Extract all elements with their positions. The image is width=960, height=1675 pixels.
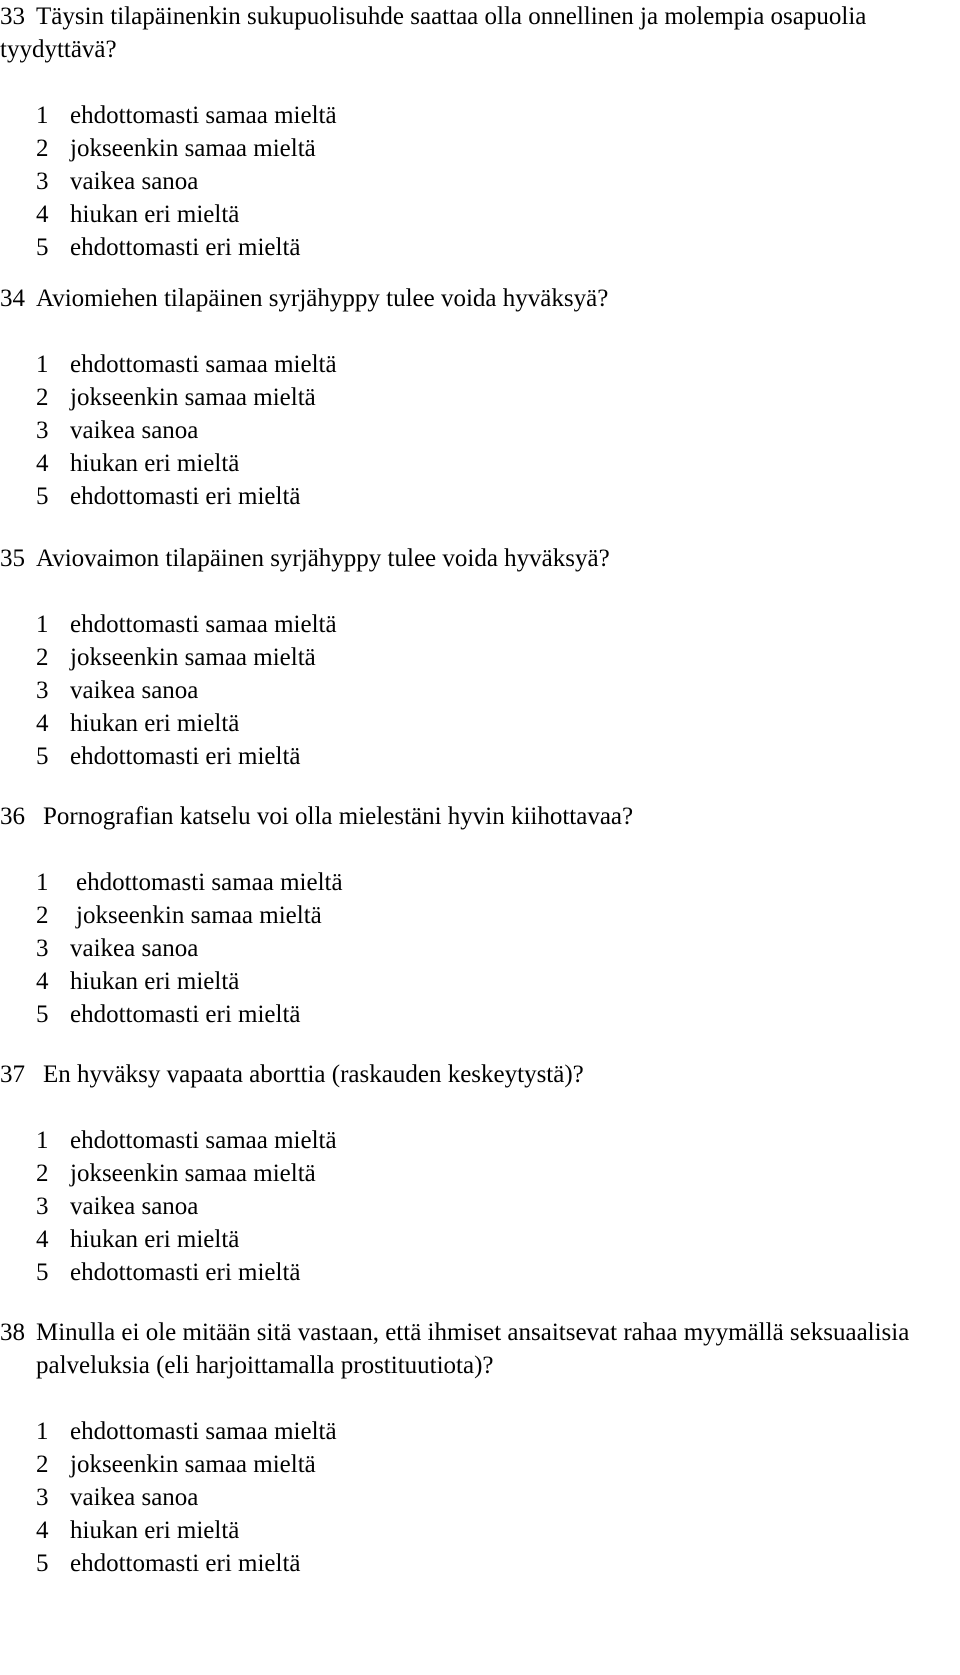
answer-option[interactable] [0, 965, 960, 998]
answer-option[interactable] [0, 165, 960, 198]
answer-option[interactable] [0, 348, 960, 381]
option-number: 1 [36, 611, 49, 638]
option-number: 2 [36, 644, 49, 671]
option-label: vaikea sanoa [70, 677, 199, 704]
answer-option[interactable] [0, 1157, 960, 1190]
question-text: Pornografian katselu voi olla mielestäni hyvin kiihottavaa? [43, 803, 634, 830]
option-label: vaikea sanoa [70, 1193, 199, 1220]
answer-option[interactable] [0, 641, 960, 674]
option-number: 2 [36, 1160, 49, 1187]
option-label: ehdottomasti samaa mieltä [76, 869, 343, 896]
option-number: 3 [36, 417, 49, 444]
question-heading [0, 282, 960, 315]
option-label: vaikea sanoa [70, 1484, 199, 1511]
option-label: jokseenkin samaa mieltä [70, 384, 316, 411]
answer-option[interactable] [0, 99, 960, 132]
option-label: ehdottomasti samaa mieltä [70, 611, 337, 638]
option-label: hiukan eri mieltä [70, 450, 240, 477]
question-heading [0, 0, 960, 66]
option-number: 2 [36, 1451, 49, 1478]
option-number: 3 [36, 1193, 49, 1220]
option-number: 1 [36, 1418, 49, 1445]
answer-option[interactable] [0, 1547, 960, 1580]
answer-option[interactable] [0, 866, 960, 899]
option-number: 3 [36, 168, 49, 195]
answer-options [0, 348, 960, 513]
option-label: hiukan eri mieltä [70, 201, 240, 228]
answer-option[interactable] [0, 998, 960, 1031]
answer-option[interactable] [0, 1448, 960, 1481]
answer-options [0, 1124, 960, 1289]
option-label: jokseenkin samaa mieltä [70, 135, 316, 162]
answer-option[interactable] [0, 740, 960, 773]
option-label: jokseenkin samaa mieltä [70, 644, 316, 671]
question-38 [0, 1316, 960, 1580]
answer-option[interactable] [0, 932, 960, 965]
question-33 [0, 0, 960, 264]
question-number: 37 [0, 1061, 25, 1088]
option-label: ehdottomasti eri mieltä [70, 234, 301, 261]
option-number: 4 [36, 1226, 49, 1253]
option-number: 5 [36, 1550, 49, 1577]
option-number: 1 [36, 102, 49, 129]
option-number: 4 [36, 201, 49, 228]
question-heading [0, 1316, 960, 1382]
option-label: vaikea sanoa [70, 168, 199, 195]
option-label: hiukan eri mieltä [70, 1517, 240, 1544]
question-text: Minulla ei ole mitään sitä vastaan, että ihmiset ansaitsevat rahaa myymällä seksuaalisia palveluksia (eli harjoittamalla prostituutiota)? [36, 1319, 910, 1379]
option-number: 3 [36, 935, 49, 962]
option-number: 5 [36, 1001, 49, 1028]
answer-options [0, 1415, 960, 1580]
option-label: hiukan eri mieltä [70, 1226, 240, 1253]
option-number: 1 [36, 869, 49, 896]
option-label: vaikea sanoa [70, 417, 199, 444]
answer-option[interactable] [0, 674, 960, 707]
answer-option[interactable] [0, 608, 960, 641]
answer-option[interactable] [0, 1256, 960, 1289]
option-label: hiukan eri mieltä [70, 710, 240, 737]
answer-options [0, 99, 960, 264]
answer-option[interactable] [0, 1514, 960, 1547]
question-number: 36 [0, 803, 25, 830]
option-number: 4 [36, 450, 49, 477]
option-label: vaikea sanoa [70, 935, 199, 962]
question-35 [0, 542, 960, 773]
answer-option[interactable] [0, 899, 960, 932]
answer-option[interactable] [0, 480, 960, 513]
question-heading [0, 542, 960, 575]
option-label: jokseenkin samaa mieltä [76, 902, 322, 929]
answer-options [0, 608, 960, 773]
option-label: ehdottomasti samaa mieltä [70, 351, 337, 378]
answer-option[interactable] [0, 198, 960, 231]
option-number: 4 [36, 968, 49, 995]
question-text: Aviovaimon tilapäinen syrjähyppy tulee voida hyväksyä? [36, 545, 610, 572]
answer-option[interactable] [0, 231, 960, 264]
option-number: 5 [36, 743, 49, 770]
option-number: 2 [36, 384, 49, 411]
option-number: 3 [36, 677, 49, 704]
answer-option[interactable] [0, 414, 960, 447]
answer-option[interactable] [0, 1481, 960, 1514]
option-number: 1 [36, 351, 49, 378]
answer-option[interactable] [0, 132, 960, 165]
answer-option[interactable] [0, 381, 960, 414]
question-number: 34 [0, 285, 25, 312]
answer-options [0, 866, 960, 1031]
option-label: ehdottomasti samaa mieltä [70, 102, 337, 129]
question-number: 35 [0, 545, 25, 572]
option-number: 3 [36, 1484, 49, 1511]
option-label: ehdottomasti eri mieltä [70, 483, 301, 510]
question-heading [0, 1058, 960, 1091]
answer-option[interactable] [0, 1415, 960, 1448]
option-number: 1 [36, 1127, 49, 1154]
question-heading [0, 800, 960, 833]
question-number: 33 [0, 3, 25, 30]
option-label: jokseenkin samaa mieltä [70, 1451, 316, 1478]
option-label: ehdottomasti samaa mieltä [70, 1418, 337, 1445]
option-number: 4 [36, 710, 49, 737]
question-34 [0, 282, 960, 513]
question-text: Täysin tilapäinenkin sukupuolisuhde saattaa olla onnellinen ja molempia osapuolia tyydyttävä? [0, 3, 867, 63]
option-label: jokseenkin samaa mieltä [70, 1160, 316, 1187]
answer-option[interactable] [0, 447, 960, 480]
answer-option[interactable] [0, 1124, 960, 1157]
option-label: ehdottomasti samaa mieltä [70, 1127, 337, 1154]
option-number: 5 [36, 234, 49, 261]
option-label: hiukan eri mieltä [70, 968, 240, 995]
option-label: ehdottomasti eri mieltä [70, 743, 301, 770]
answer-option[interactable] [0, 1190, 960, 1223]
option-number: 4 [36, 1517, 49, 1544]
option-label: ehdottomasti eri mieltä [70, 1001, 301, 1028]
option-label: ehdottomasti eri mieltä [70, 1550, 301, 1577]
answer-option[interactable] [0, 707, 960, 740]
question-36 [0, 800, 960, 1031]
option-number: 2 [36, 902, 49, 929]
option-number: 5 [36, 1259, 49, 1286]
question-text: En hyväksy vapaata aborttia (raskauden keskeytystä)? [43, 1061, 584, 1088]
question-number: 38 [0, 1319, 25, 1346]
question-text: Aviomiehen tilapäinen syrjähyppy tulee voida hyväksyä? [36, 285, 609, 312]
option-number: 5 [36, 483, 49, 510]
answer-option[interactable] [0, 1223, 960, 1256]
question-37 [0, 1058, 960, 1289]
option-label: ehdottomasti eri mieltä [70, 1259, 301, 1286]
option-number: 2 [36, 135, 49, 162]
